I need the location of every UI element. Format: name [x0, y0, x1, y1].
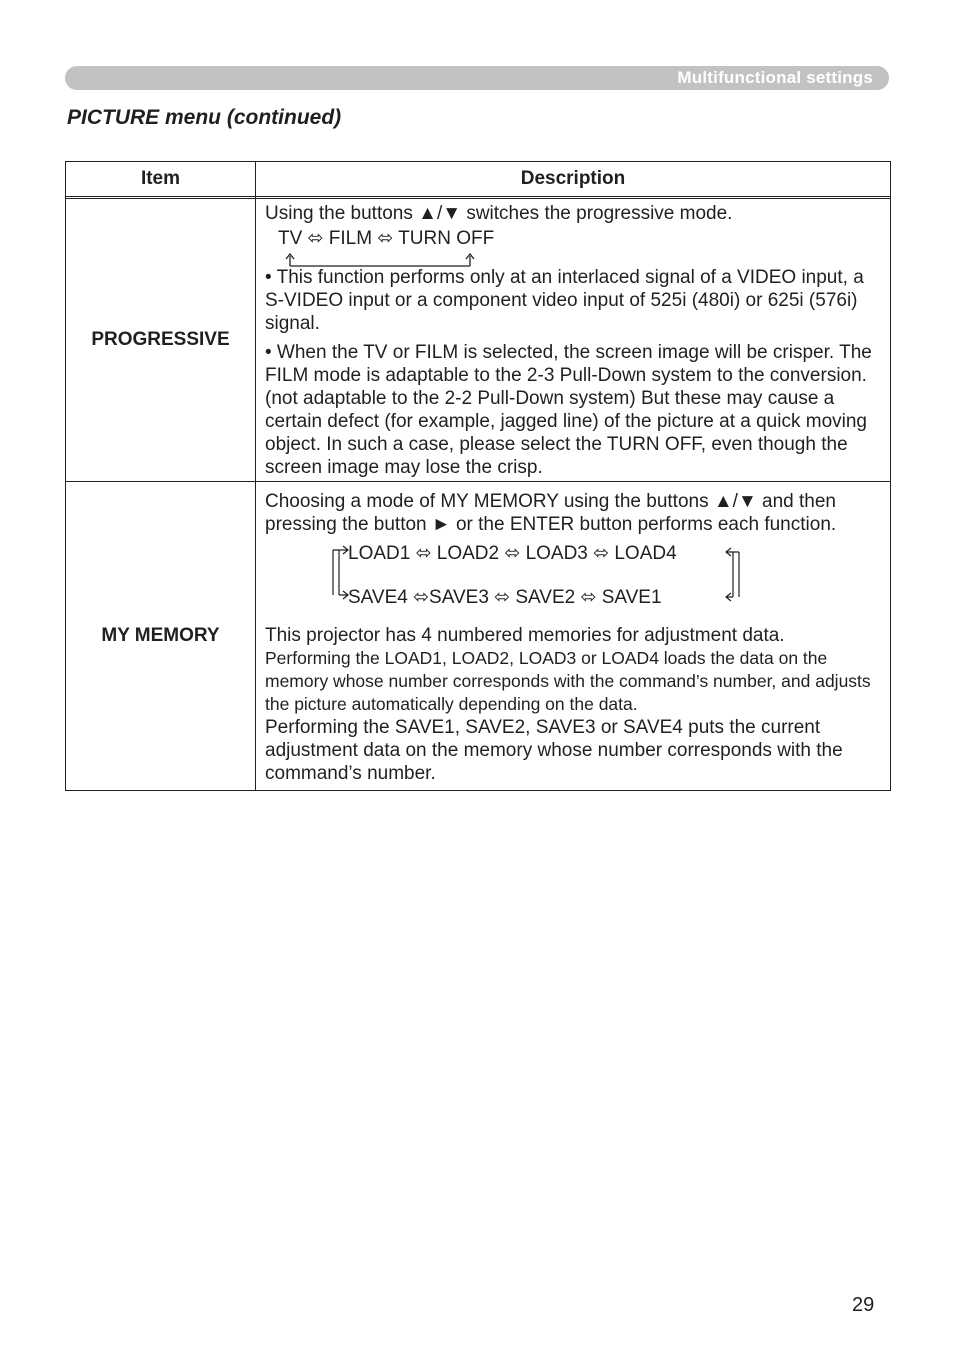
progressive-note-signal: • This function performs only at an interlaced signal of a VIDEO input, a S-VIDEO input or a component video input of 525i (480i) or 625i (576i) signal.: [265, 267, 864, 334]
progressive-mode-cycle: TV ⬄ FILM ⬄ TURN OFF: [278, 228, 495, 249]
my-memory-save-note: Performing the SAVE1, SAVE2, SAVE3 or SAVE4 puts the current adjustment data on the memory whose number corresponds with the command’s number.: [265, 717, 843, 784]
page-title: PICTURE menu (continued): [67, 106, 342, 129]
picture-menu-table: [65, 161, 891, 791]
progressive-note-crisp: • When the TV or FILM is selected, the screen image will be crisper. The FILM mode is adaptable to the 2-3 Pull-Down system to the conversion. (not adaptable to the 2-2 Pull-Down system) But these may cause a certain defect (for example, jagged line) of the picture at a quick moving object. In such a case, please select the TURN OFF, even though the screen image may lose the crisp.: [265, 342, 872, 478]
description-my-memory: [256, 482, 891, 791]
page-number: 29: [852, 1294, 875, 1316]
my-memory-intro: Choosing a mode of MY MEMORY using the buttons ▲/▼ and then pressing the button ► or the ENTER button performs each function.: [265, 491, 837, 535]
item-my-memory: MY MEMORY: [66, 482, 256, 791]
section-header-label: Multifunctional settings: [677, 68, 873, 87]
progressive-intro: Using the buttons ▲/▼ switches the progressive mode.: [265, 203, 733, 224]
cycle-return-arrow-icon: [285, 251, 485, 273]
my-memory-load-note: Performing the LOAD1, LOAD2, LOAD3 or LOAD4 loads the data on the memory whose number corresponds with the command’s number, and adjusts the picture automatically depending on the data.: [265, 648, 871, 714]
description-progressive: [256, 199, 891, 482]
my-memory-memories-note: This projector has 4 numbered memories for adjustment data.: [265, 625, 785, 646]
memory-load-cycle: LOAD1 ⬄ LOAD2 ⬄ LOAD3 ⬄ LOAD4: [348, 543, 677, 564]
progressive-mode-cycle-diagram: [265, 225, 882, 281]
section-header-bar: [65, 66, 889, 90]
table-header-row: [66, 162, 891, 197]
table-row-my-memory: [66, 482, 891, 791]
item-progressive: PROGRESSIVE: [66, 199, 256, 482]
table-row-progressive: [66, 199, 891, 482]
memory-cycle-diagram: [265, 536, 882, 626]
memory-save-cycle: SAVE4 ⬄SAVE3 ⬄ SAVE2 ⬄ SAVE1: [348, 587, 662, 608]
column-header-item: Item: [66, 162, 256, 197]
column-header-description: Description: [256, 162, 891, 197]
